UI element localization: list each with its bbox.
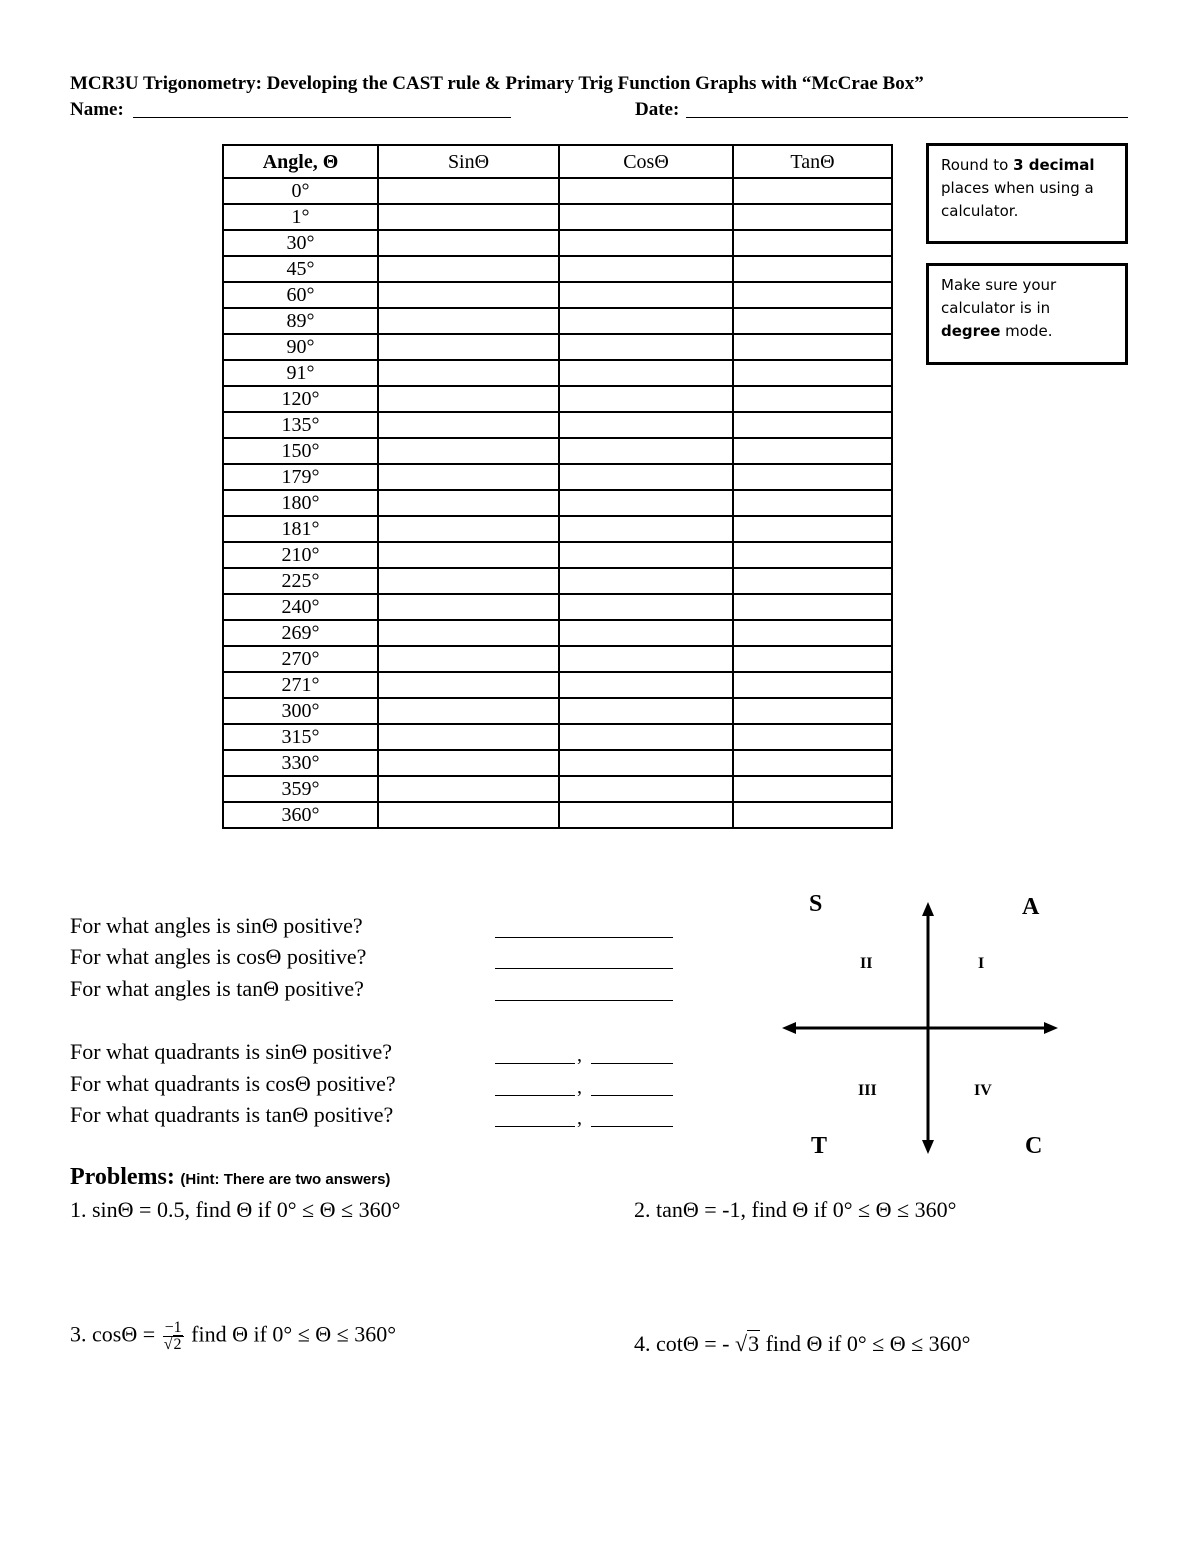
angle-cell: 240° (223, 594, 378, 620)
sqrt-symbol: √ (735, 1331, 748, 1356)
degree-note-pre: Make sure your calculator is in (941, 276, 1057, 317)
fraction-denominator (163, 1337, 184, 1353)
cos-cell[interactable] (559, 282, 733, 308)
table-row (223, 516, 892, 542)
cos-cell[interactable] (559, 438, 733, 464)
table-row (223, 620, 892, 646)
arrow-up-icon (922, 902, 934, 916)
sin-cell[interactable] (378, 438, 559, 464)
table-row (223, 646, 892, 672)
tan-cell[interactable] (733, 256, 892, 282)
cast-letter-s: S (809, 891, 823, 917)
quadrant-label-2: II (860, 955, 873, 972)
question-sin-quadrants: For what quadrants is sinΘ positive? (70, 1039, 393, 1064)
header-angle: Angle, Θ (223, 145, 378, 178)
sin-cell[interactable] (378, 360, 559, 386)
sin-cell[interactable] (378, 282, 559, 308)
tan-cell[interactable] (733, 646, 892, 672)
table-row (223, 672, 892, 698)
comma: , (577, 1107, 582, 1129)
quadrant-label-1: I (978, 955, 985, 972)
question-sin-angles: For what angles is sinΘ positive? (70, 913, 363, 938)
angle-cell: 271° (223, 672, 378, 698)
tan-cell[interactable] (733, 386, 892, 412)
angle-cell: 315° (223, 724, 378, 750)
tan-cell[interactable] (733, 568, 892, 594)
degree-mode-note (926, 263, 1128, 365)
cos-cell[interactable] (559, 230, 733, 256)
sin-cell[interactable] (378, 698, 559, 724)
sqrt-symbol: √ (163, 1336, 173, 1353)
cos-cell[interactable] (559, 360, 733, 386)
rounding-note-post: places when using a calculator. (941, 179, 1094, 220)
radicand: 2 (173, 1336, 182, 1353)
problem-4-suffix: find Θ if 0° ≤ Θ ≤ 360° (760, 1331, 971, 1356)
problem-2: 2. tanΘ = -1, find Θ if 0° ≤ Θ ≤ 360° (634, 1197, 957, 1222)
cast-letter-t: T (811, 1133, 828, 1159)
table-row (223, 308, 892, 334)
cos-cell[interactable] (559, 724, 733, 750)
sin-cell[interactable] (378, 464, 559, 490)
answer-tan-angles[interactable] (495, 1000, 673, 1001)
answer-cos-quadrant-2[interactable] (591, 1095, 673, 1096)
answer-sin-quadrant-1[interactable] (495, 1063, 575, 1064)
angle-cell: 45° (223, 256, 378, 282)
sin-cell[interactable] (378, 646, 559, 672)
answer-cos-quadrant-1[interactable] (495, 1095, 575, 1096)
problem-1: 1. sinΘ = 0.5, find Θ if 0° ≤ Θ ≤ 360° (70, 1197, 401, 1222)
sin-cell[interactable] (378, 724, 559, 750)
cos-cell[interactable] (559, 308, 733, 334)
table-row (223, 490, 892, 516)
fraction (163, 1320, 184, 1353)
table-row (223, 776, 892, 802)
sin-cell[interactable] (378, 594, 559, 620)
cos-cell[interactable] (559, 516, 733, 542)
cast-letter-c: C (1025, 1133, 1043, 1159)
worksheet-title: MCR3U Trigonometry: Developing the CAST rule & Primary Trig Function Graphs with “McCrae Box” (70, 73, 924, 94)
tan-cell[interactable] (733, 698, 892, 724)
table-row (223, 802, 892, 828)
table-row (223, 178, 892, 204)
cos-cell[interactable] (559, 620, 733, 646)
table-row (223, 412, 892, 438)
cos-cell[interactable] (559, 646, 733, 672)
angle-cell: 120° (223, 386, 378, 412)
arrow-down-icon (922, 1140, 934, 1154)
problem-3-prefix: 3. cosΘ = (70, 1321, 161, 1347)
angle-cell: 179° (223, 464, 378, 490)
cast-letter-a: A (1022, 894, 1040, 920)
degree-note-bold: degree (941, 322, 1001, 340)
table-row (223, 724, 892, 750)
angle-cell: 60° (223, 282, 378, 308)
comma: , (577, 1044, 582, 1066)
table-row (223, 698, 892, 724)
answer-sin-quadrant-2[interactable] (591, 1063, 673, 1064)
tan-cell[interactable] (733, 334, 892, 360)
cos-cell[interactable] (559, 776, 733, 802)
sin-cell[interactable] (378, 542, 559, 568)
header-cos: CosΘ (559, 145, 733, 178)
name-label: Name: (70, 99, 124, 120)
cos-cell[interactable] (559, 802, 733, 828)
sin-cell[interactable] (378, 334, 559, 360)
sin-cell[interactable] (378, 516, 559, 542)
tan-cell[interactable] (733, 308, 892, 334)
problem-3 (70, 1320, 396, 1353)
angle-cell: 180° (223, 490, 378, 516)
question-tan-quadrants: For what quadrants is tanΘ positive? (70, 1102, 394, 1127)
table-row (223, 230, 892, 256)
sin-cell[interactable] (378, 204, 559, 230)
sin-cell[interactable] (378, 620, 559, 646)
tan-cell[interactable] (733, 620, 892, 646)
angle-cell: 269° (223, 620, 378, 646)
table-row (223, 568, 892, 594)
angle-cell: 30° (223, 230, 378, 256)
angle-cell: 89° (223, 308, 378, 334)
cos-cell[interactable] (559, 256, 733, 282)
comma: , (577, 1076, 582, 1098)
angle-cell: 91° (223, 360, 378, 386)
angle-cell: 360° (223, 802, 378, 828)
angle-cell: 300° (223, 698, 378, 724)
cos-cell[interactable] (559, 412, 733, 438)
question-cos-angles: For what angles is cosΘ positive? (70, 944, 367, 969)
header-sin: SinΘ (378, 145, 559, 178)
problem-4-prefix: 4. cotΘ = - (634, 1331, 735, 1356)
table-row (223, 334, 892, 360)
angle-cell: 181° (223, 516, 378, 542)
sin-cell[interactable] (378, 386, 559, 412)
sin-cell[interactable] (378, 750, 559, 776)
quadrant-label-3: III (858, 1082, 877, 1099)
cos-cell[interactable] (559, 698, 733, 724)
tan-cell[interactable] (733, 542, 892, 568)
sin-cell[interactable] (378, 308, 559, 334)
angle-cell: 0° (223, 178, 378, 204)
cos-cell[interactable] (559, 672, 733, 698)
sin-cell[interactable] (378, 672, 559, 698)
table-row (223, 256, 892, 282)
arrow-left-icon (782, 1022, 796, 1034)
sin-cell[interactable] (378, 178, 559, 204)
answer-tan-quadrant-2[interactable] (591, 1126, 673, 1127)
arrow-right-icon (1044, 1022, 1058, 1034)
cast-axes-diagram (770, 890, 1070, 1165)
sin-cell[interactable] (378, 412, 559, 438)
tan-cell[interactable] (733, 282, 892, 308)
cos-cell[interactable] (559, 334, 733, 360)
problem-3-suffix: find Θ if 0° ≤ Θ ≤ 360° (185, 1321, 397, 1347)
table-row (223, 464, 892, 490)
table-row (223, 438, 892, 464)
fraction-numerator: −1 (164, 1319, 182, 1336)
tan-cell[interactable] (733, 438, 892, 464)
answer-cos-angles[interactable] (495, 968, 673, 969)
tan-cell[interactable] (733, 776, 892, 802)
angle-cell: 210° (223, 542, 378, 568)
cos-cell[interactable] (559, 568, 733, 594)
tan-cell[interactable] (733, 724, 892, 750)
cos-cell[interactable] (559, 464, 733, 490)
sin-cell[interactable] (378, 776, 559, 802)
tan-cell[interactable] (733, 204, 892, 230)
tan-cell[interactable] (733, 672, 892, 698)
problems-heading: Problems: (70, 1164, 175, 1190)
cos-cell[interactable] (559, 542, 733, 568)
sin-cell[interactable] (378, 802, 559, 828)
table-row (223, 594, 892, 620)
date-label: Date: (635, 99, 680, 120)
angle-cell: 359° (223, 776, 378, 802)
angle-cell: 1° (223, 204, 378, 230)
rounding-note-pre: Round to (941, 156, 1014, 174)
table-row (223, 386, 892, 412)
header-tan: TanΘ (733, 145, 892, 178)
cos-cell[interactable] (559, 750, 733, 776)
table-row (223, 282, 892, 308)
angle-cell: 90° (223, 334, 378, 360)
angle-cell: 150° (223, 438, 378, 464)
table-row (223, 750, 892, 776)
tan-cell[interactable] (733, 412, 892, 438)
tan-cell[interactable] (733, 360, 892, 386)
table-row (223, 542, 892, 568)
tan-cell[interactable] (733, 464, 892, 490)
cos-cell[interactable] (559, 490, 733, 516)
sin-cell[interactable] (378, 568, 559, 594)
quadrant-label-4: IV (974, 1082, 992, 1099)
trig-values-table (222, 144, 893, 829)
degree-note-post: mode. (1000, 322, 1053, 340)
problems-heading-row (70, 1164, 390, 1191)
answer-tan-quadrant-1[interactable] (495, 1126, 575, 1127)
cos-cell[interactable] (559, 178, 733, 204)
tan-cell[interactable] (733, 516, 892, 542)
question-tan-angles: For what angles is tanΘ positive? (70, 976, 364, 1001)
angle-cell: 330° (223, 750, 378, 776)
date-field[interactable] (686, 117, 1128, 118)
tan-cell[interactable] (733, 802, 892, 828)
tan-cell[interactable] (733, 594, 892, 620)
problem-4 (634, 1331, 970, 1357)
sin-cell[interactable] (378, 230, 559, 256)
angle-cell: 135° (223, 412, 378, 438)
table-row (223, 360, 892, 386)
problems-hint: (Hint: There are two answers) (180, 1171, 391, 1188)
cos-cell[interactable] (559, 594, 733, 620)
sin-cell[interactable] (378, 256, 559, 282)
answer-sin-angles[interactable] (495, 937, 673, 938)
name-field[interactable] (133, 117, 511, 118)
tan-cell[interactable] (733, 750, 892, 776)
cos-cell[interactable] (559, 386, 733, 412)
table-row (223, 204, 892, 230)
tan-cell[interactable] (733, 490, 892, 516)
question-cos-quadrants: For what quadrants is cosΘ positive? (70, 1071, 396, 1096)
table-header-row (223, 145, 892, 178)
rounding-note (926, 143, 1128, 244)
rounding-note-bold: 3 decimal (1013, 156, 1095, 174)
tan-cell[interactable] (733, 178, 892, 204)
cos-cell[interactable] (559, 204, 733, 230)
sin-cell[interactable] (378, 490, 559, 516)
angle-cell: 225° (223, 568, 378, 594)
angle-cell: 270° (223, 646, 378, 672)
radicand: 3 (748, 1331, 760, 1356)
tan-cell[interactable] (733, 230, 892, 256)
